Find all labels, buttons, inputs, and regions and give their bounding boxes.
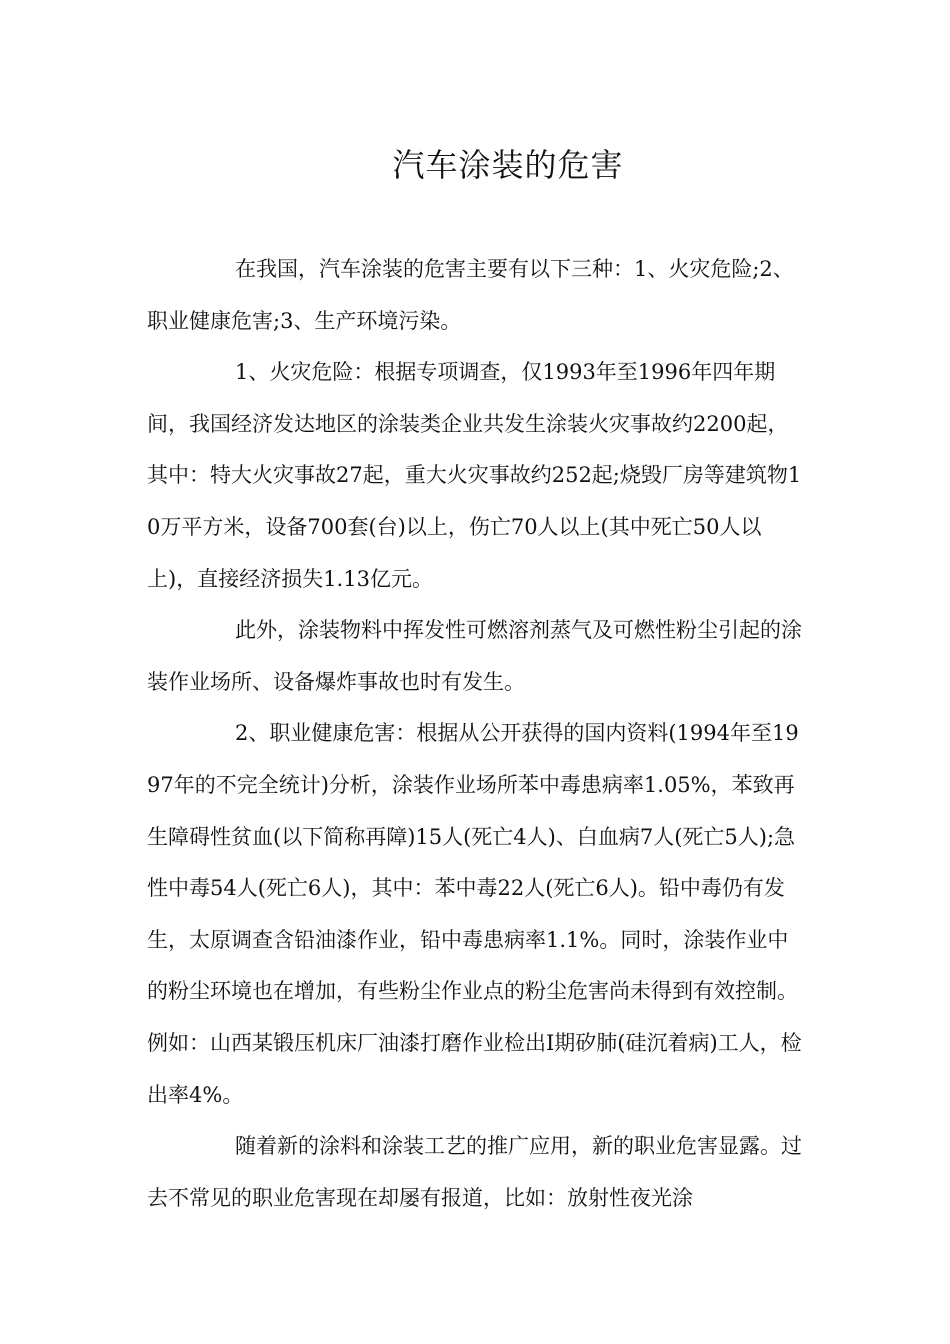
paragraph-intro: 在我国，汽车涂装的危害主要有以下三种：1、火灾危险;2、职业健康危害;3、生产环境污染。 [147,257,794,333]
paragraph-fire-hazard: 1、火灾危险：根据专项调查，仅1993年至1996年四年期间，我国经济发达地区的涂装类企业共发生涂装火灾事故约2200起，其中：特大火灾事故27起，重大火灾事故约252起;烧毁厂房等建筑物10万平方米，设备700套(台)以上，伤亡70人以上(其中死亡50人以上)，直接经济损失1.13亿元。 [147,360,802,591]
paragraph-explosion: 此外，涂装物料中挥发性可燃溶剂蒸气及可燃性粉尘引起的涂装作业场所、设备爆炸事故也时有发生。 [147,618,802,694]
paragraph-occupational-health: 2、职业健康危害：根据从公开获得的国内资料(1994年至1997年的不完全统计)分析，涂装作业场所苯中毒患病率1.05%，苯致再生障碍性贫血(以下简称再障)15人(死亡4人)、白血病7人(死亡5人);急性中毒54人(死亡6人)，其中：苯中毒22人(死亡6人)。铅中毒仍有发生，太原调查含铅油漆作业，铅中毒患病率1.1%。同时，涂装作业中的粉尘环境也在增加，有些粉尘作业点的粉尘危害尚未得到有效控制。例如：山西某锻压机床厂油漆打磨作业检出Ⅰ期矽肺(硅沉着病)工人，检出率4%。 [147,721,802,1107]
paragraph-new-hazards: 随着新的涂料和涂装工艺的推广应用，新的职业危害显露。过去不常见的职业危害现在却屡有报道，比如：放射性夜光涂 [147,1134,802,1210]
document-body [147,244,807,1224]
document-title: 汽车涂装的危害 [392,146,624,185]
